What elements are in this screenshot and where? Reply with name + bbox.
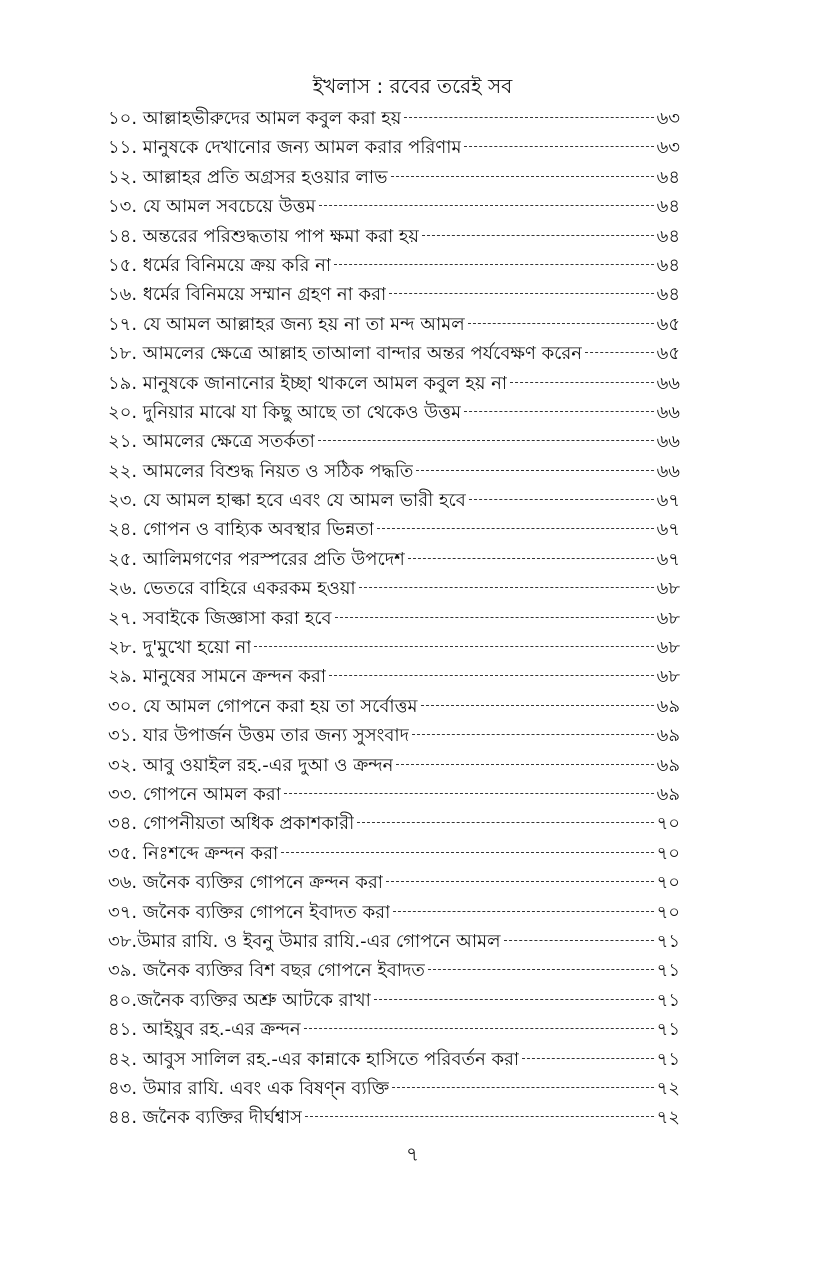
toc-entry-title: ২১. আমলের ক্ষেত্রে সতর্কতা xyxy=(108,431,315,453)
dotted-leader xyxy=(374,999,654,1000)
toc-entry xyxy=(108,192,680,221)
toc-entry-title: ২৫. আলিমগণের পরস্পরের প্রতি উপদেশ xyxy=(108,548,405,570)
toc-entry-title: ১৯. মানুষকে জানানোর ইচ্ছা থাকলে আমল কবুল হয় না xyxy=(108,372,508,394)
toc-entry-title: ১১. মানুষকে দেখানোর জন্য আমল করার পরিণাম xyxy=(108,137,462,159)
toc-entry-title: ২৮. দু'মুখো হয়ো না xyxy=(108,637,252,659)
toc-entry xyxy=(108,545,680,574)
toc-entry xyxy=(108,1103,680,1132)
dotted-leader xyxy=(334,264,654,265)
toc-entry-title: ৩৯. জনৈক ব্যক্তির বিশ বছর গোপনে ইবাদত xyxy=(108,960,425,982)
toc-entry-page: ৬৬ xyxy=(656,460,680,482)
dotted-leader xyxy=(359,587,654,588)
toc-entry-title: ৩৫. নিঃশব্দে ক্রন্দন করা xyxy=(108,842,279,864)
dotted-leader xyxy=(428,969,654,970)
toc-entry-page: ৬৮ xyxy=(656,637,680,659)
dotted-leader xyxy=(392,1087,653,1088)
toc-entry-page: ৭০ xyxy=(656,901,680,923)
toc-entry xyxy=(108,1074,680,1103)
dotted-leader xyxy=(396,764,653,765)
dotted-leader xyxy=(522,1058,653,1059)
toc-entry-title: ৪২. আবুস সালিল রহ.-এর কান্নাকে হাসিতে পরিবর্তন করা xyxy=(108,1048,520,1070)
toc-entry-page: ৬৬ xyxy=(656,401,680,423)
toc-entry xyxy=(108,898,680,927)
toc-entry-page: ৬৯ xyxy=(656,754,680,776)
dotted-leader xyxy=(585,352,654,353)
dotted-leader xyxy=(412,734,654,735)
toc-entry-page: ৬৫ xyxy=(656,343,680,365)
toc-entry xyxy=(108,956,680,985)
toc-entry xyxy=(108,692,680,721)
toc-entry-title: ৩২. আবু ওয়াইল রহ.-এর দুআ ও ক্রন্দন xyxy=(108,754,394,776)
page-number: ৭ xyxy=(405,1142,419,1166)
toc-entry-title: ৪১. আইয়ুব রহ.-এর ক্রন্দন xyxy=(108,1019,301,1041)
dotted-leader xyxy=(464,411,654,412)
toc-entry xyxy=(108,1045,680,1074)
toc-entry-page: ৬৩ xyxy=(656,108,680,129)
dotted-leader xyxy=(421,705,654,706)
toc-entry-title: ৩৭. জনৈক ব্যক্তির গোপনে ইবাদত করা xyxy=(108,901,391,923)
toc-entry xyxy=(108,222,680,251)
dotted-leader xyxy=(377,528,653,529)
toc-entry-title: ৩৩. গোপনে আমল করা xyxy=(108,783,281,805)
toc-entry xyxy=(108,751,680,780)
toc-entry-title: ৩০. যে আমল গোপনে করা হয় তা সর্বোত্তম xyxy=(108,695,418,717)
toc-entry xyxy=(108,721,680,750)
toc-entry-page: ৬৯ xyxy=(656,783,680,805)
toc-entry-page: ৬৩ xyxy=(656,137,680,159)
toc-entry-title: ১৭. যে আমল আল্লাহর জন্য হয় না তা মন্দ আমল xyxy=(108,313,465,335)
toc-entry xyxy=(108,780,680,809)
toc-entry xyxy=(108,457,680,486)
dotted-leader xyxy=(404,117,653,118)
dotted-leader xyxy=(281,852,653,853)
toc-entry xyxy=(108,604,680,633)
dotted-leader xyxy=(468,323,654,324)
toc-entry-title: ২৬. ভেতরে বাহিরে একরকম হওয়া xyxy=(108,578,356,600)
toc-entry-title: ১২. আল্লাহর প্রতি অগ্রসর হওয়ার লাভ xyxy=(108,166,388,188)
toc-entry-page: ৬৫ xyxy=(656,313,680,335)
toc-entry-title: ২৩. যে আমল হাল্কা হবে এবং যে আমল ভারী হবে xyxy=(108,490,466,512)
toc-entry-page: ৭১ xyxy=(656,960,680,982)
toc-entry-title: ৩১. যার উপার্জন উত্তম তার জন্য সুসংবাদ xyxy=(108,725,410,747)
toc-entry-title: ১৪. অন্তরের পরিশুদ্ধতায় পাপ ক্ষমা করা হয় xyxy=(108,225,419,247)
toc-entry-page: ৬৭ xyxy=(656,519,680,541)
toc-entry-page: ৭১ xyxy=(656,989,680,1011)
toc-entry-page: ৬৪ xyxy=(656,254,680,276)
toc-entry xyxy=(108,427,680,456)
dotted-leader xyxy=(335,617,654,618)
toc-entry-title: ২৯. মানুষের সামনে ক্রন্দন করা xyxy=(108,666,327,688)
toc-entry xyxy=(108,574,680,603)
toc-entry-page: ৬৪ xyxy=(656,225,680,247)
toc-entry-title: ১৬. ধর্মের বিনিময়ে সম্মান গ্রহণ না করা xyxy=(108,284,387,306)
toc-entry xyxy=(108,927,680,956)
toc-entry-page: ৬৯ xyxy=(656,695,680,717)
toc-entry-title: ১৩. যে আমল সবচেয়ে উত্তম xyxy=(108,196,316,218)
toc-entry-page: ৭১ xyxy=(656,930,680,952)
toc-entry-page: ৭০ xyxy=(656,872,680,894)
dotted-leader xyxy=(422,235,654,236)
toc-entry-title: ৩৬. জনৈক ব্যক্তির গোপনে ক্রন্দন করা xyxy=(108,872,383,894)
toc-entry-title: ২৭. সবাইকে জিজ্ঞাসা করা হবে xyxy=(108,607,332,629)
toc-entry-page: ৬৭ xyxy=(656,490,680,512)
toc-entry xyxy=(108,839,680,868)
dotted-leader xyxy=(408,558,654,559)
toc-entry-page: ৭১ xyxy=(656,1048,680,1070)
toc-entry-page: ৬৭ xyxy=(656,548,680,570)
toc-entry xyxy=(108,868,680,897)
toc-entry xyxy=(108,310,680,339)
dotted-leader xyxy=(391,176,654,177)
toc-entry-page: ৭০ xyxy=(656,842,680,864)
dotted-leader xyxy=(254,646,653,647)
toc-entry-title: ৪০.জনৈক ব্যক্তির অশ্রু আটকে রাখা xyxy=(108,989,371,1011)
toc-entry xyxy=(108,486,680,515)
dotted-leader xyxy=(416,470,653,471)
toc-entry-title: ২৪. গোপন ও বাহ্যিক অবস্থার ভিন্নতা xyxy=(108,519,375,541)
dotted-leader xyxy=(319,205,654,206)
toc-entry xyxy=(108,633,680,662)
toc-entry-page: ৬৪ xyxy=(656,196,680,218)
dotted-leader xyxy=(389,293,653,294)
toc-entry xyxy=(108,251,680,280)
toc-entry-page: ৬৮ xyxy=(656,666,680,688)
toc-entry-page: ৭১ xyxy=(656,1019,680,1041)
dotted-leader xyxy=(464,146,653,147)
toc-entry-title: ২০. দুনিয়ার মাঝে যা কিছু আছে তা থেকেও উত্তম xyxy=(108,401,462,423)
toc-entry xyxy=(108,662,680,691)
toc-entry xyxy=(108,986,680,1015)
toc-entry xyxy=(108,398,680,427)
dotted-leader xyxy=(469,499,654,500)
dotted-leader xyxy=(386,881,654,882)
dotted-leader xyxy=(357,822,653,823)
toc-entry-title: ৩৪. গোপনীয়তা অধিক প্রকাশকারী xyxy=(108,813,355,835)
toc-entry-title: ৪৪. জনৈক ব্যক্তির দীর্ঘশ্বাস xyxy=(108,1107,303,1129)
toc-entry-title: ২২. আমলের বিশুদ্ধ নিয়ত ও সঠিক পদ্ধতি xyxy=(108,460,414,482)
toc-entry-title: ১০. আল্লাহভীরুদের আমল কবুল করা হয় xyxy=(108,108,402,129)
toc-entry-page: ৬৮ xyxy=(656,607,680,629)
toc-entry xyxy=(108,809,680,838)
dotted-leader xyxy=(329,675,654,676)
toc-entry xyxy=(108,163,680,192)
toc-entry-title: ১৮. আমলের ক্ষেত্রে আল্লাহ তাআলা বান্দার অন্তর পর্যবেক্ষণ করেন xyxy=(108,343,583,365)
table-of-contents xyxy=(108,104,680,1133)
dotted-leader xyxy=(393,911,653,912)
dotted-leader xyxy=(304,1028,654,1029)
toc-entry xyxy=(108,515,680,544)
toc-entry xyxy=(108,369,680,398)
toc-entry-page: ৬৮ xyxy=(656,578,680,600)
toc-entry-page: ৬৯ xyxy=(656,725,680,747)
dotted-leader xyxy=(318,440,654,441)
toc-entry-title: ৩৮.উমার রাযি. ও ইবনু উমার রাযি.-এর গোপনে আমল xyxy=(108,930,501,952)
toc-entry-page: ৭০ xyxy=(656,813,680,835)
toc-entry-page: ৬৬ xyxy=(656,431,680,453)
toc-entry-title: ১৫. ধর্মের বিনিময়ে ক্রয় করি না xyxy=(108,254,332,276)
toc-entry xyxy=(108,1015,680,1044)
toc-entry-page: ৬৬ xyxy=(656,372,680,394)
dotted-leader xyxy=(510,382,653,383)
toc-entry xyxy=(108,280,680,309)
toc-entry xyxy=(108,339,680,368)
toc-entry-page: ৬৪ xyxy=(656,284,680,306)
running-header: ইখলাস : রবের তরেই সব xyxy=(312,74,513,98)
toc-entry-page: ৭২ xyxy=(656,1107,680,1129)
toc-entry-page: ৬৪ xyxy=(656,166,680,188)
dotted-leader xyxy=(504,940,654,941)
toc-entry xyxy=(108,104,680,133)
toc-entry-title: ৪৩. উমার রাযি. এবং এক বিষণ্ন ব্যক্তি xyxy=(108,1077,390,1099)
dotted-leader xyxy=(305,1116,653,1117)
dotted-leader xyxy=(284,793,654,794)
toc-entry-page: ৭২ xyxy=(656,1077,680,1099)
toc-entry xyxy=(108,133,680,162)
